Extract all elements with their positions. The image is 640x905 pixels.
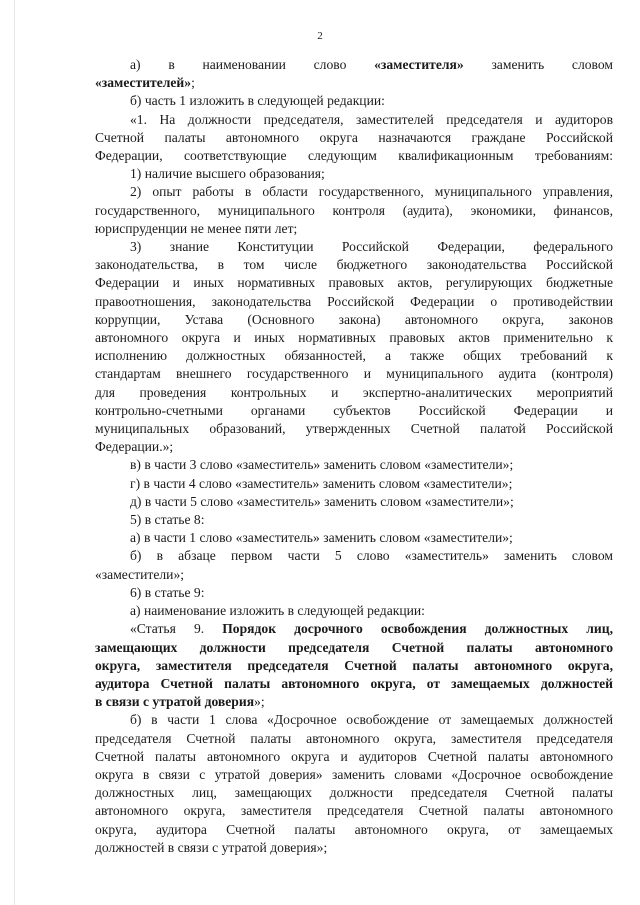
text-line [95, 56, 613, 74]
text-line: а) наименование изложить в следующей редакции: [130, 603, 425, 619]
text-line: автономного округа и иных нормативных правовых актов применительно к [95, 330, 613, 346]
text-line: для проведения контрольных и экспертно-аналитических мероприятий [95, 384, 613, 400]
text-line: муниципальных образований, утвержденных Счетной палатой Российской [95, 421, 613, 437]
page-number: 2 [317, 30, 323, 42]
text-line: контрольно-счетными органами субъектов Российской Федерации и [95, 402, 613, 418]
text-line: Федерации и иных нормативных правовых актов, регулирующих бюджетные [95, 275, 613, 291]
text-line: д) в части 5 слово «заместитель» заменить словом «заместители»; [130, 493, 514, 509]
text-line [95, 620, 613, 638]
text-line: Счетной палаты автономного округа и аудиторов Счетной палаты автономного [95, 748, 613, 764]
text-line: 1) наличие высшего образования; [130, 166, 325, 182]
text-line: коррупции, Устава (Основного закона) автономного округа, законов [95, 311, 613, 327]
bold-term: в связи с утратой доверия [95, 694, 255, 710]
text-line: аудитора Счетной палаты автономного округа, от замещаемых должностей [95, 675, 613, 691]
text-line: 2) опыт работы в области государственного, муниципального управления, [130, 184, 613, 200]
text-line: округа, заместителя председателя Счетной палаты автономного округа, [95, 657, 613, 673]
text-line: б) в абзаце первом части 5 слово «заместитель» заменить словом [130, 548, 613, 564]
text-line: Федерации, соответствующие следующим квалификационным требованиям: [95, 148, 613, 164]
text-run: заменить словом [463, 57, 614, 72]
bold-term: Порядок досрочного освобождения должностных лиц, [222, 621, 613, 637]
scan-edge-shadow [14, 0, 15, 905]
text-run: »; [254, 694, 265, 710]
text-line: председателя Счетной палаты автономного округа, заместителя председателя [95, 730, 613, 746]
text-line: автономного округа, заместителя председателя Счетной палаты автономного [95, 803, 613, 819]
text-line: юриспруденции не менее пяти лет; [95, 220, 298, 236]
text-run: а) в наименовании слово [130, 57, 375, 72]
text-line: Федерации.»; [95, 439, 174, 455]
text-run: «Статья 9. [130, 621, 223, 637]
text-line: б) в части 1 слова «Досрочное освобождение от замещаемых должностей [130, 712, 613, 728]
text-line [95, 74, 613, 92]
text-line: округа, аудитора Счетной палаты автономного округа, от замещаемых [95, 821, 613, 837]
bold-term: «заместителя» [374, 57, 464, 72]
text-line: государственного, муниципального контроля (аудита), экономики, финансов, [95, 202, 613, 218]
text-line: Счетной палаты автономного округа назначаются граждане Российской [95, 129, 613, 145]
text-line: стандартам внешнего государственного и муниципального аудита (контроля) [95, 366, 613, 382]
text-line: в) в части 3 слово «заместитель» заменить словом «заместители»; [130, 457, 514, 473]
text-line: 5) в статье 8: [130, 512, 205, 528]
text-line: законодательства, в том числе бюджетного законодательства Российской [95, 257, 613, 273]
text-line: округа в связи с утратой доверия» заменить словами «Досрочное освобождение [95, 766, 613, 782]
bold-term: «заместителей» [95, 75, 192, 91]
text-line: 3) знание Конституции Российской Федерации, федерального [130, 239, 613, 255]
text-line: замещающих должности председателя Счетной палаты автономного [95, 639, 613, 655]
text-line: а) в части 1 слово «заместитель» заменить словом «заместители»; [130, 530, 513, 546]
text-line: б) часть 1 изложить в следующей редакции: [130, 93, 385, 109]
text-line: «1. На должности председателя, заместителей председателя и аудиторов [130, 111, 613, 127]
document-body [95, 56, 613, 857]
text-line [95, 693, 613, 711]
text-line: должностей в связи с утратой доверия»; [95, 839, 328, 855]
text-line: исполнению должностных обязанностей, а также общих требований к [95, 348, 613, 364]
text-line: правоотношения, законодательства Российской Федерации о противодействии [95, 293, 613, 309]
text-run: ; [191, 75, 195, 91]
text-line: должностных лиц, замещающих должности председателя Счетной палаты [95, 785, 613, 801]
text-line: г) в части 4 слово «заместитель» заменить словом «заместители»; [130, 475, 513, 491]
text-line: «заместители»; [95, 566, 185, 582]
text-line: 6) в статье 9: [130, 584, 205, 600]
